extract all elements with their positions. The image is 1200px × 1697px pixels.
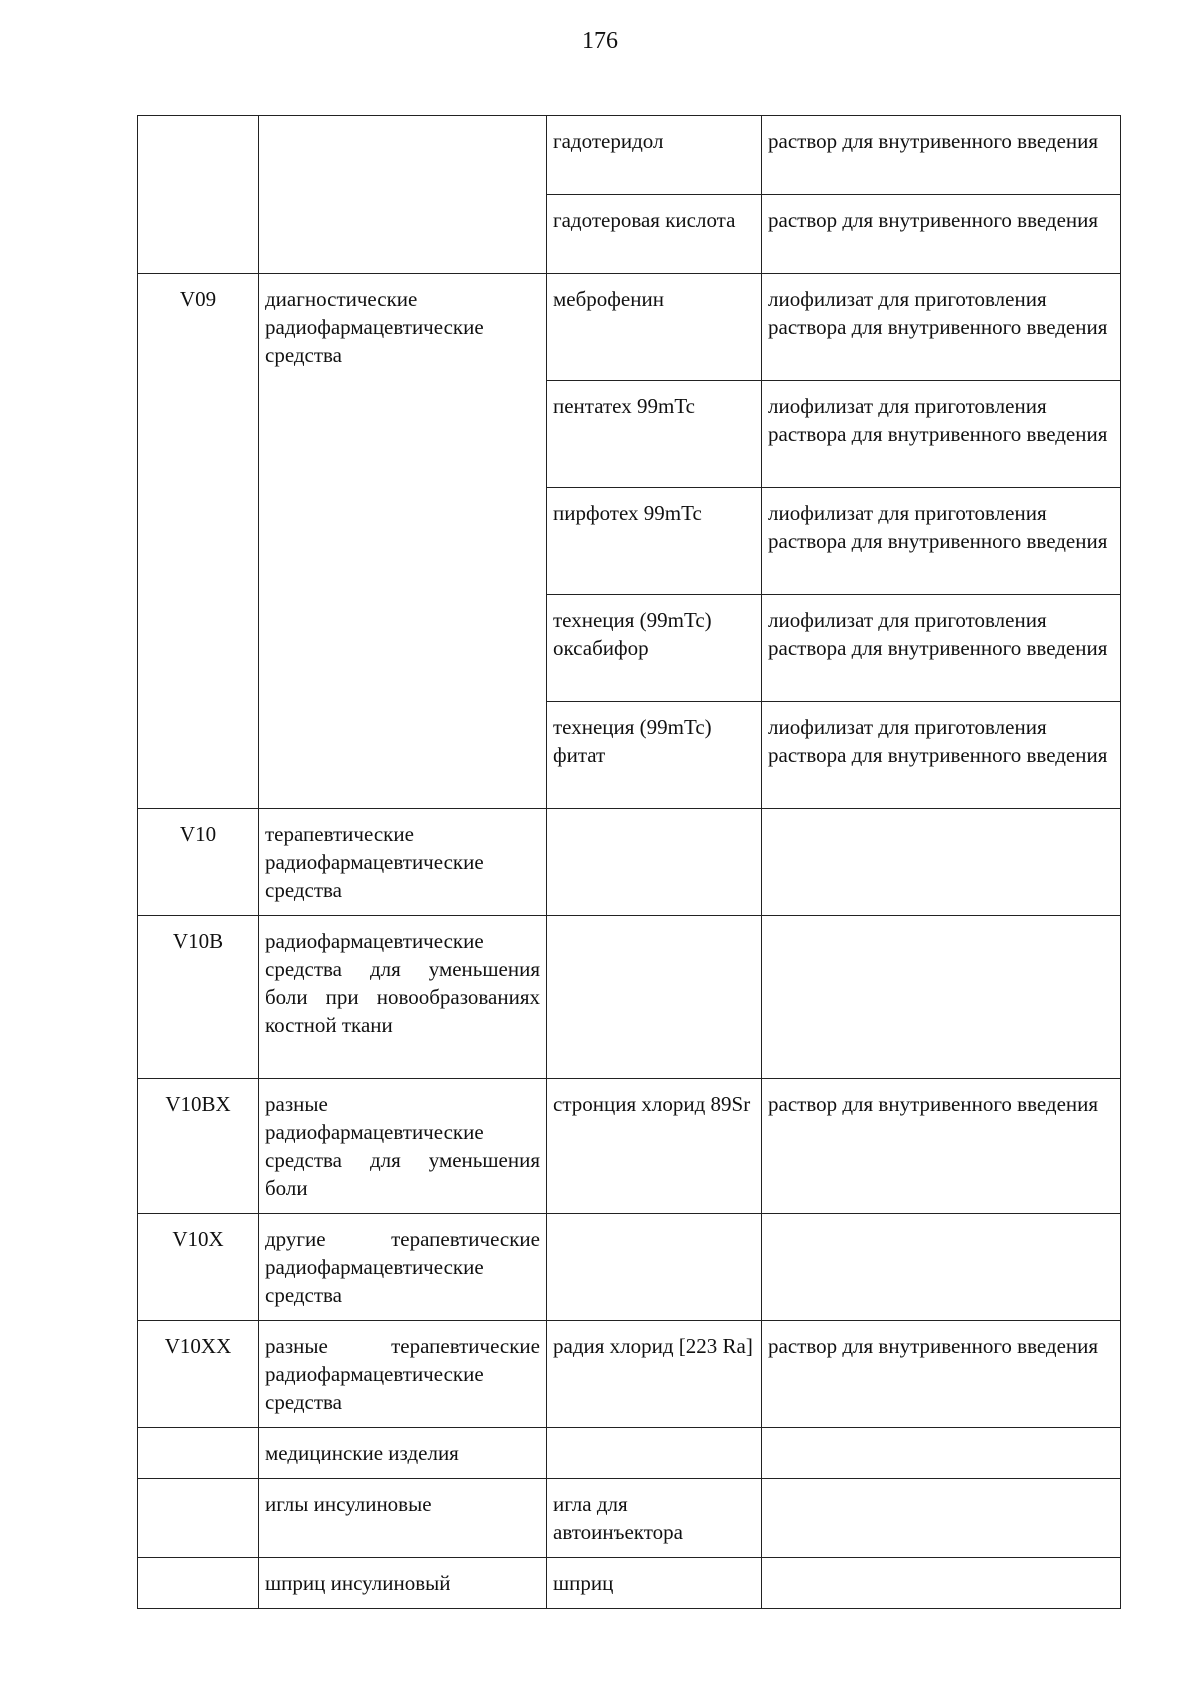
table-row: [138, 916, 1121, 1079]
group-cell: разные радиофармацевтические средства для уменьшения боли: [259, 1079, 547, 1214]
table-row: [138, 1079, 1121, 1214]
group-cell: диагностические радиофармацевтические средства: [259, 274, 547, 809]
dosage-form-cell: [762, 916, 1121, 1079]
drug-name-cell: шприц: [547, 1558, 762, 1609]
drug-name-cell: [547, 1214, 762, 1321]
table-row: [138, 274, 1121, 381]
group-cell: радиофармацевтические средства для уменьшения боли при новообразованиях костной ткани: [259, 916, 547, 1079]
atc-code-cell: V09: [138, 274, 259, 809]
drug-name-cell: игла для автоинъектора: [547, 1479, 762, 1558]
drug-name-cell: пирфотех 99mTc: [547, 488, 762, 595]
table-row: [138, 1428, 1121, 1479]
dosage-form-cell: [762, 1428, 1121, 1479]
table-row: [138, 809, 1121, 916]
dosage-form-cell: лиофилизат для приготовления раствора для внутривенного введения: [762, 381, 1121, 488]
dosage-form-cell: лиофилизат для приготовления раствора для внутривенного введения: [762, 488, 1121, 595]
drug-name-cell: гадотеровая кислота: [547, 195, 762, 274]
group-cell: разные терапевтические радиофармацевтические средства: [259, 1321, 547, 1428]
dosage-form-cell: [762, 1214, 1121, 1321]
dosage-form-cell: лиофилизат для приготовления раствора для внутривенного введения: [762, 702, 1121, 809]
drug-name-cell: [547, 1428, 762, 1479]
table-row: [138, 116, 1121, 195]
drug-name-cell: [547, 809, 762, 916]
atc-code-cell: V10B: [138, 916, 259, 1079]
drug-name-cell: [547, 916, 762, 1079]
dosage-form-cell: [762, 1479, 1121, 1558]
drug-name-cell: технеция (99mTc) фитат: [547, 702, 762, 809]
dosage-form-cell: [762, 809, 1121, 916]
group-cell: иглы инсулиновые: [259, 1479, 547, 1558]
dosage-form-cell: раствор для внутривенного введения: [762, 1321, 1121, 1428]
page-number: 176: [582, 28, 618, 54]
dosage-form-cell: раствор для внутривенного введения: [762, 195, 1121, 274]
drug-name-cell: технеция (99mTc) оксабифор: [547, 595, 762, 702]
group-cell: другие терапевтические радиофармацевтические средства: [259, 1214, 547, 1321]
drug-name-cell: радия хлорид [223 Ra]: [547, 1321, 762, 1428]
table-row: [138, 1214, 1121, 1321]
dosage-form-cell: раствор для внутривенного введения: [762, 1079, 1121, 1214]
atc-code-cell: V10BX: [138, 1079, 259, 1214]
table-row: [138, 1321, 1121, 1428]
drug-name-cell: меброфенин: [547, 274, 762, 381]
atc-code-cell: [138, 1479, 259, 1558]
dosage-form-cell: [762, 1558, 1121, 1609]
atc-code-cell: V10X: [138, 1214, 259, 1321]
table-row: [138, 1558, 1121, 1609]
group-cell: [259, 116, 547, 274]
dosage-form-cell: раствор для внутривенного введения: [762, 116, 1121, 195]
group-cell: шприц инсулиновый: [259, 1558, 547, 1609]
drug-name-cell: пентатех 99mTc: [547, 381, 762, 488]
group-cell: медицинские изделия: [259, 1428, 547, 1479]
atc-code-cell: [138, 1558, 259, 1609]
table-row: [138, 1479, 1121, 1558]
group-cell: терапевтические радиофармацевтические средства: [259, 809, 547, 916]
dosage-form-cell: лиофилизат для приготовления раствора для внутривенного введения: [762, 595, 1121, 702]
atc-code-cell: V10XX: [138, 1321, 259, 1428]
atc-code-cell: V10: [138, 809, 259, 916]
drug-name-cell: стронция хлорид 89Sr: [547, 1079, 762, 1214]
drug-list-table: [137, 115, 1121, 1609]
atc-code-cell: [138, 116, 259, 274]
dosage-form-cell: лиофилизат для приготовления раствора для внутривенного введения: [762, 274, 1121, 381]
atc-code-cell: [138, 1428, 259, 1479]
drug-name-cell: гадотеридол: [547, 116, 762, 195]
